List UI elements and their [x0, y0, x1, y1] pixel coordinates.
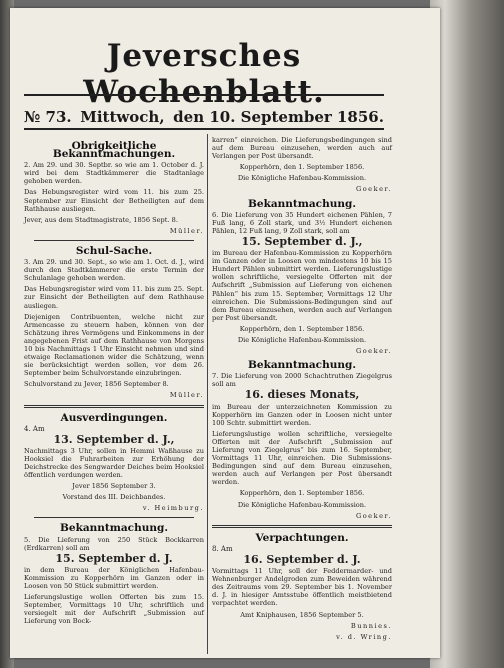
masthead-rule-top: [24, 94, 384, 96]
double-separator: [212, 525, 392, 528]
notice-paragraph: Das Hebungsregister wird vom 11. bis zum 25. Sept. zur Einsicht der Betheiligten auf dem Rathhause ausliegen.: [24, 285, 204, 310]
notice-date: 15. September d. J.,: [241, 234, 363, 248]
separator: [34, 240, 194, 241]
issue-day: Mittwoch,: [80, 108, 165, 126]
signature: Goeker.: [355, 511, 392, 520]
notice-number: 8. Am: [212, 544, 233, 553]
notice-paragraph: Die Königliche Hafenbau-Kommission.: [237, 500, 367, 509]
newspaper-page: [10, 8, 440, 658]
signature: v. Heimburg.: [142, 504, 204, 513]
section-heading: Ausverdingungen.: [60, 411, 168, 424]
column-divider: [207, 134, 208, 654]
signature: Goeker.: [355, 185, 392, 194]
dateline-rule: [24, 128, 384, 130]
notice-date: 16. September d. J.: [243, 552, 361, 566]
section-heading: Schul-Sache.: [75, 244, 153, 257]
notice-paragraph: 2. Am 29. und 30. Septbr. so wie am 1. October d. J. wird bei dem Stadtkämmerer die Stadtanlage gehoben werden.: [24, 161, 204, 186]
notice-paragraph: Vormittags 11 Uhr, soll der Feddermarder- und Wehnenburger Andelgroden zum Beweiden während des Zeitraums vom 29. September bis 1. November d. J. in hiesiger Amtsstube öffentlich meistbietend verpachtet werden.: [212, 567, 392, 608]
notice-paragraph: im Bureau der Hafenbau-Kommission zu Kopperhörn im Ganzen oder in Loosen von mindestens 10 bis 15 Hundert Pählen submittirt werden. Lieferungslustige wollen schriftliche, versiegelte Offerten mit der Aufschrift „Submission auf Lieferung von eichenen Pählen“ bis zum 15. September, Vormittags 12 Uhr einreichen. Die Submissions-Bedingungen sind auf dem Bureau einzusehen, werden auch auf Verlangen per Post übersandt.: [212, 249, 392, 322]
notice-paragraph: 7. Die Lieferung von 2000 Schachtruthen Ziegelgrus soll am: [212, 372, 392, 389]
issue-number: № 73.: [24, 108, 72, 126]
dateline: [24, 108, 384, 126]
section-heading: Bekanntmachung.: [248, 197, 356, 210]
signature: Müller.: [169, 226, 204, 235]
masthead-title: Jeversches Wochenblatt.: [83, 38, 325, 110]
section-heading: Bekanntmachung.: [248, 359, 356, 372]
notice-paragraph: Jever 1856 September 3.: [72, 482, 156, 491]
notice-paragraph: Kopperhörn, den 1. September 1856.: [239, 489, 365, 498]
notice-paragraph: Lieferungslustige wollen schriftliche, versiegelte Offerten mit der Aufschrift „Submission auf Lieferung von Ziegelgrus“ bis zum 16. September, Vormittags 11 Uhr, einreichen. Die Submissions-Bedingungen sind auf dem Bureau einzusehen, werden auch auf Verlangen per Post übersandt werden.: [212, 429, 392, 487]
signature: Goeker.: [355, 347, 392, 356]
notice-paragraph: 6. Die Lieferung von 35 Hundert eichenen Pählen, 7 Fuß lang, 6 Zoll stark, und 3½ Hundert eichenen Pählen, 12 Fuß lang, 9 Zoll stark, soll am: [212, 210, 392, 235]
notice-date: 15. September d. J.: [55, 551, 173, 565]
notice-date: 13. September d. J.,: [53, 432, 175, 446]
notice-date: 16. dieses Monats,: [244, 388, 360, 402]
notice-paragraph: Kopperhörn, den 1. September 1856.: [239, 163, 365, 172]
notice-paragraph: Amt Kniphausen, 1856 September 5.: [240, 610, 364, 619]
section-heading: Bekanntmachung.: [60, 522, 168, 535]
right-column: [212, 136, 392, 644]
separator: [34, 517, 194, 518]
notice-paragraph: Die Königliche Hafenbau-Kommission.: [237, 174, 367, 183]
notice-paragraph: Schulvorstand zu Jever, 1856 September 8.: [24, 380, 169, 389]
signature: v. d. Wring.: [336, 632, 392, 641]
book-binding: [430, 0, 504, 668]
section-heading: Verpachtungen.: [255, 531, 349, 544]
section-heading: Obrigkeitliche Bekanntmachungen.: [52, 140, 176, 161]
notice-number: 4. Am: [24, 424, 45, 433]
left-column: [24, 136, 204, 629]
notice-paragraph: Die Königliche Hafenbau-Kommission.: [237, 335, 367, 344]
notice-paragraph: im Bureau der unterzeichneten Kommission zu Kopperhörn im Ganzen oder in Loosen nicht unter 100 Schtr. submittirt werden.: [212, 402, 392, 427]
notice-paragraph: Lieferungslustige wollen Offerten bis zum 15. September, Vormittags 10 Uhr, schriftlich und versiegelt mit der Aufschrift „Submission auf Lieferung von Bock-: [24, 593, 204, 626]
notice-paragraph: Vorstand des III. Deichbandes.: [62, 493, 166, 502]
notice-paragraph: 5. Die Lieferung von 250 Stück Bockkarren (Erdkarren) soll am: [24, 535, 204, 552]
notice-paragraph: Nachmittags 3 Uhr, sollen in Hemmi Waßhause zu Hooksiel die Fuhrarbeiten zur Erhöhung der Deichstrecke des Sengwarder Deiches beim Hooksiel öffentlich verdungen werden.: [24, 446, 204, 480]
notice-paragraph: 3. Am 29. und 30. Sept., so wie am 1. Oct. d. J., wird durch den Stadtkämmerer die erste Termin der Schulanlage gehoben werden.: [24, 258, 204, 283]
signature: Müller.: [169, 391, 204, 400]
signature: Bunnies.: [350, 621, 392, 630]
double-separator: [24, 405, 204, 408]
notice-paragraph: in dem Bureau der Königlichen Hafenbau-Kommission zu Kopperhörn im Ganzen oder in Loosen von 50 Stück submittirt werden.: [24, 565, 204, 591]
notice-paragraph: Diejenigen Contribuenten, welche nicht zur Armencasse zu steuern haben, können von der Schätzung ihres Vermögens und Einkommens in der angegebenen Frist auf dem Rathhause von Morgens 10 bis Nachmittags 1 Uhr Einsicht nehmen und sind etwaige Reclamationen wider die Schätzung, wenn sie berücksichtigt werden sollen, vor dem 26. September beim Schulvorstande einzubringen.: [24, 312, 204, 378]
notice-paragraph: Kopperhörn, den 1. September 1856.: [239, 324, 365, 333]
notice-paragraph: karren“ einreichen. Die Lieferungsbedingungen sind auf dem Bureau einzusehen, werden auch auf Verlangen per Post übersandt.: [212, 136, 392, 161]
notice-paragraph: Das Hebungsregister wird vom 11. bis zum 25. September zur Einsicht der Betheiligten auf dem Rathhause ausliegen.: [24, 188, 204, 213]
notice-paragraph: Jever, aus dem Stadtmagistrate, 1856 Sept. 8.: [24, 215, 178, 224]
issue-date: den 10. September 1856.: [173, 108, 384, 126]
